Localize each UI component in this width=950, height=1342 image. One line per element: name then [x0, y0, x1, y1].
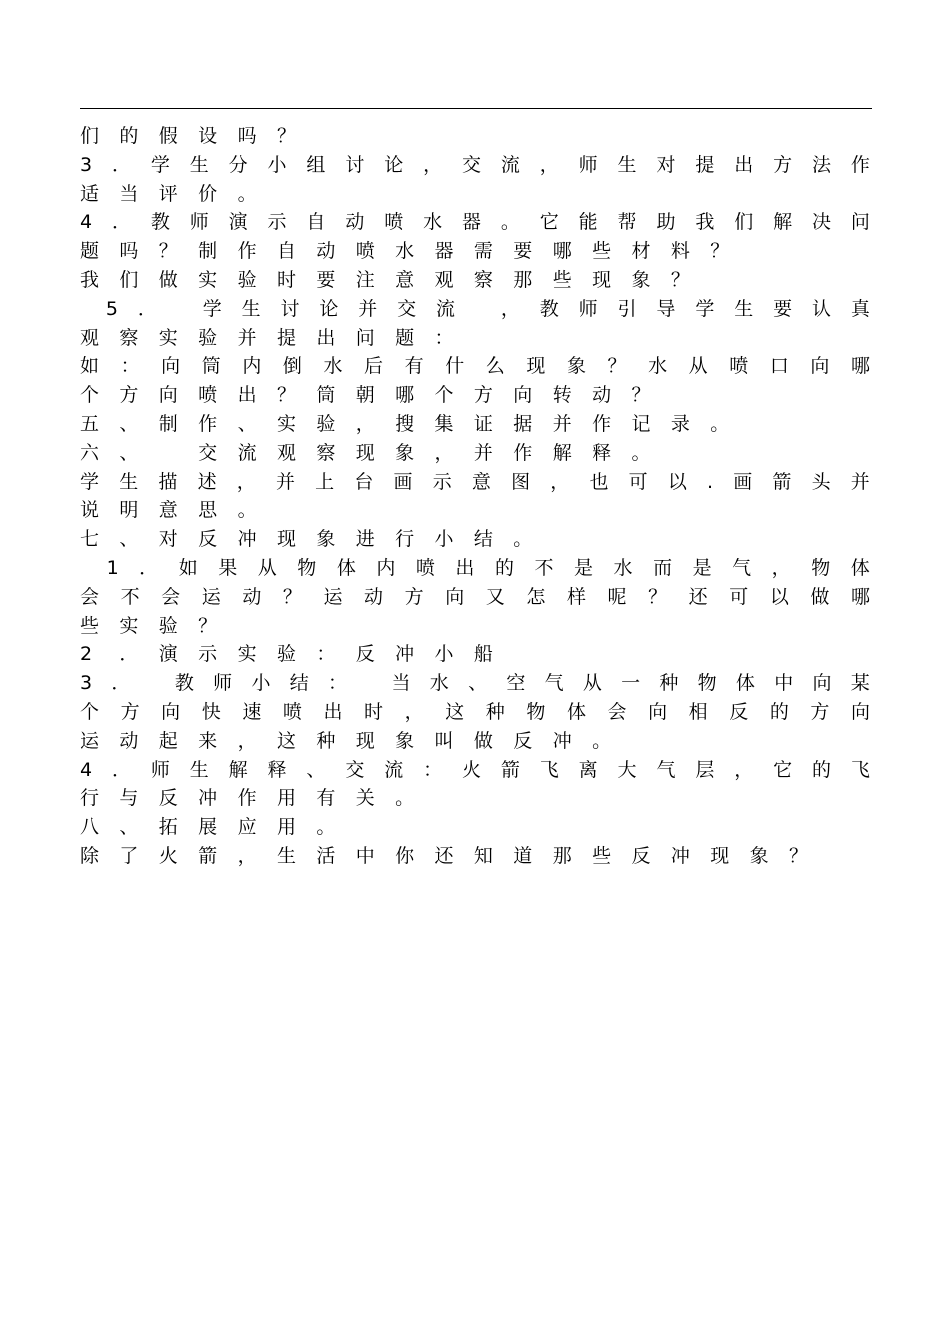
- text-line: 八 、 拓 展 应 用 。: [80, 816, 336, 839]
- text-line: 2 ． 演 示 实 验 ： 反 冲 小 船: [80, 643, 493, 666]
- text-line: 五 、 制 作 、 实 验 ， 搜 集 证 据 并 作 记 录 。: [80, 412, 730, 435]
- text-line: 些 实 验 ？: [80, 614, 218, 637]
- text-line: 1 ． 如 果 从 物 体 内 喷 出 的 不 是 水 而 是 气 ， 物 体: [106, 556, 870, 579]
- text-line: 七 、 对 反 冲 现 象 进 行 小 结 。: [80, 528, 533, 551]
- text-line: 适 当 评 价 。: [80, 182, 257, 205]
- text-line: 3 ． 学 生 分 小 组 讨 论 ， 交 流 ， 师 生 对 提 出 方 法 作: [80, 153, 870, 176]
- text-line: 说 明 意 思 。: [80, 499, 257, 522]
- text-line: 5 ． 学 生 讨 论 并 交 流 ， 教 师 引 导 学 生 要 认 真: [105, 297, 870, 320]
- text-line: 们 的 假 设 吗 ？: [80, 125, 296, 147]
- text-line: 个 方 向 喷 出 ？ 筒 朝 哪 个 方 向 转 动 ？: [80, 384, 651, 407]
- text-line: 个 方 向 快 速 喷 出 时 ， 这 种 物 体 会 向 相 反 的 方 向: [80, 700, 870, 723]
- text-line: 如 ： 向 筒 内 倒 水 后 有 什 么 现 象 ？ 水 从 喷 口 向 哪: [80, 355, 870, 378]
- text-line: 除 了 火 箭 ， 生 活 中 你 还 知 道 那 些 反 冲 现 象 ？: [80, 844, 809, 867]
- text-line: 行 与 反 冲 作 用 有 关 。: [80, 787, 415, 810]
- document-body: [80, 122, 870, 871]
- text-line: 六 、 交 流 观 察 现 象 ， 并 作 解 释 。: [80, 441, 651, 464]
- header-rule: [80, 108, 872, 109]
- text-line: 运 动 起 来 ， 这 种 现 象 叫 做 反 冲 。: [80, 729, 612, 752]
- text-line: 3 ． 教 师 小 结 ： 当 水 、 空 气 从 一 种 物 体 中 向 某: [80, 672, 870, 695]
- text-line: 会 不 会 运 动 ？ 运 动 方 向 又 怎 样 呢 ？ 还 可 以 做 哪: [80, 585, 870, 608]
- text-line: 我 们 做 实 验 时 要 注 意 观 察 那 些 现 象 ？: [80, 268, 690, 291]
- text-line: 题 吗 ？ 制 作 自 动 喷 水 器 需 要 哪 些 材 料 ？: [80, 240, 730, 263]
- text-line: 4 ． 教 师 演 示 自 动 喷 水 器 。 它 能 帮 助 我 们 解 决 问: [80, 211, 870, 234]
- text-line: 学 生 描 述 ， 并 上 台 画 示 意 图 ， 也 可 以 . 画 箭 头 并: [80, 470, 870, 493]
- text-line: 观 察 实 验 并 提 出 问 题 ：: [80, 326, 454, 349]
- text-line: 4 ． 师 生 解 释 、 交 流 ： 火 箭 飞 离 大 气 层 ， 它 的 飞: [80, 758, 870, 781]
